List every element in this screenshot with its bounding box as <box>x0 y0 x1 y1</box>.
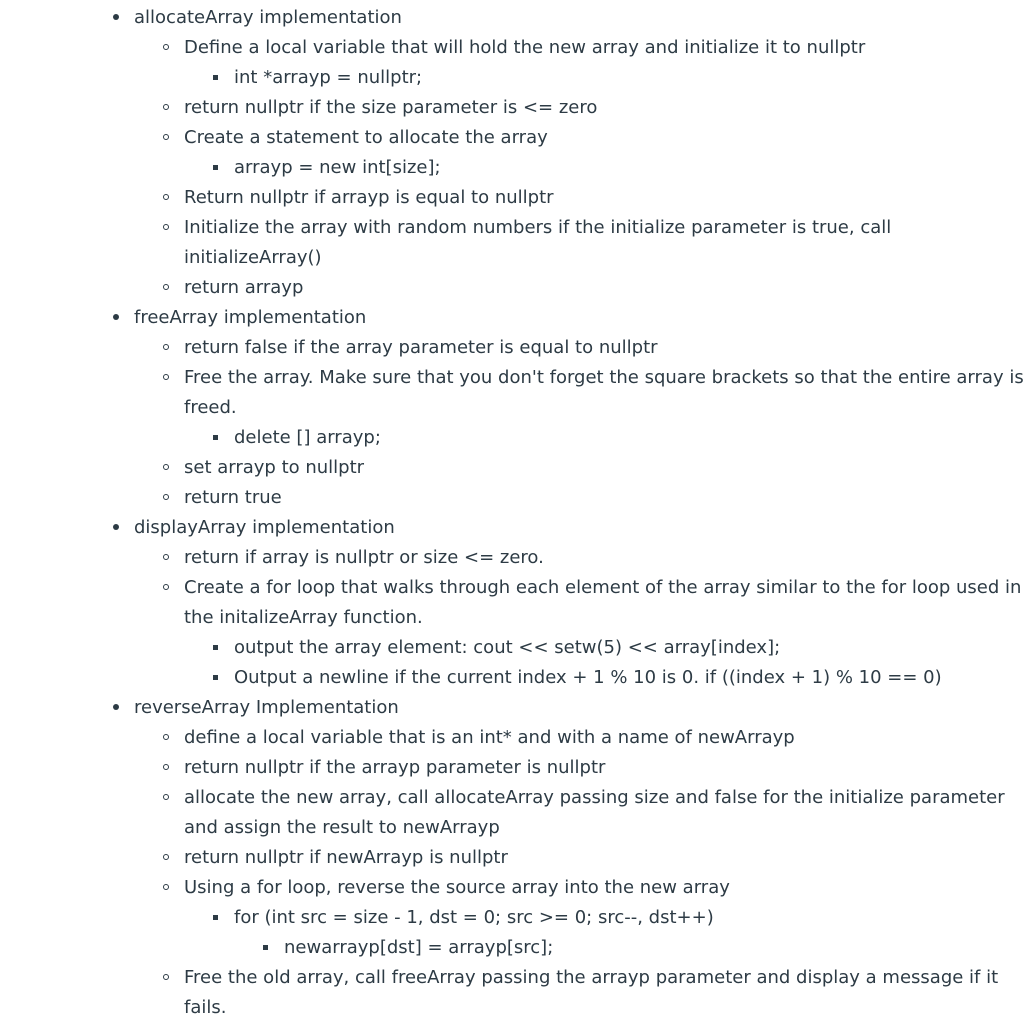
list-item <box>134 873 1024 963</box>
circle-bullet-icon <box>163 483 169 513</box>
code-item-text: delete [] arrayp; <box>234 427 381 448</box>
list-item <box>134 963 1024 1023</box>
list-item-text: set arrayp to nullptr <box>184 457 365 478</box>
circle-bullet-icon <box>163 123 169 153</box>
square-bullet-icon <box>213 153 218 183</box>
circle-bullet-icon <box>163 543 169 573</box>
circle-bullet-icon <box>163 783 169 813</box>
list-item-text: return true <box>184 487 282 508</box>
disc-bullet-icon <box>113 513 119 543</box>
circle-bullet-icon <box>163 273 169 303</box>
list-item-text: define a local variable that is an int* and with a name of newArrayp <box>184 727 795 748</box>
list-item <box>134 273 1024 303</box>
list-item-text: Initialize the array with random numbers if the initialize parameter is true, call initializeArray() <box>184 217 892 268</box>
list-item <box>134 753 1024 783</box>
list-item <box>134 843 1024 873</box>
list-item-text: Free the array. Make sure that you don't forget the square brackets so that the entire array is freed. <box>184 367 1024 418</box>
list-item <box>134 183 1024 213</box>
circle-bullet-icon <box>163 453 169 483</box>
code-item <box>184 423 1024 453</box>
list-item-text: Create a statement to allocate the array <box>184 127 548 148</box>
list-item <box>134 363 1024 453</box>
list-item-text: Using a for loop, reverse the source array into the new array <box>184 877 730 898</box>
circle-bullet-icon <box>163 723 169 753</box>
code-item-text: int *arrayp = nullptr; <box>234 67 423 88</box>
list-item <box>134 483 1024 513</box>
list-item <box>134 783 1024 843</box>
code-item <box>234 933 1024 963</box>
square-bullet-icon <box>213 63 218 93</box>
list-item <box>134 723 1024 753</box>
section-title: allocateArray implementation <box>134 7 402 28</box>
list-item <box>134 453 1024 483</box>
code-item <box>184 663 1024 693</box>
list-item-text: Create a for loop that walks through each element of the array similar to the for loop used in the initalizeArray function. <box>184 577 1022 628</box>
disc-bullet-icon <box>113 3 119 33</box>
section-display-array <box>0 513 1024 693</box>
disc-bullet-icon <box>113 693 119 723</box>
code-item-text: arrayp = new int[size]; <box>234 157 441 178</box>
list-item-text: allocate the new array, call allocateArray passing size and false for the initialize parameter and assign the result to newArrayp <box>184 787 1005 838</box>
list-item <box>134 33 1024 93</box>
list-item <box>134 573 1024 693</box>
code-item <box>184 153 1024 183</box>
list-item-text: return nullptr if the size parameter is <= zero <box>184 97 598 118</box>
circle-bullet-icon <box>163 333 169 363</box>
list-item-text: Return nullptr if arrayp is equal to nullptr <box>184 187 554 208</box>
code-item <box>184 633 1024 663</box>
section-title: displayArray implementation <box>134 517 395 538</box>
list-item-text: return nullptr if newArrayp is nullptr <box>184 847 508 868</box>
circle-bullet-icon <box>163 213 169 243</box>
section-allocate-array <box>0 3 1024 303</box>
circle-bullet-icon <box>163 753 169 783</box>
code-item-text: output the array element: cout << setw(5) << array[index]; <box>234 637 781 658</box>
code-item-text: Output a newline if the current index + 1 % 10 is 0. if ((index + 1) % 10 == 0) <box>234 667 942 688</box>
circle-bullet-icon <box>163 33 169 63</box>
section-title: reverseArray Implementation <box>134 697 399 718</box>
disc-bullet-icon <box>113 303 119 333</box>
list-item-text: Define a local variable that will hold the new array and initialize it to nullptr <box>184 37 866 58</box>
square-bullet-icon <box>213 423 218 453</box>
code-item <box>184 63 1024 93</box>
list-item <box>134 93 1024 123</box>
list-item-text: return false if the array parameter is equal to nullptr <box>184 337 658 358</box>
list-item-text: return arrayp <box>184 277 304 298</box>
code-item-text: newarrayp[dst] = arrayp[src]; <box>284 937 554 958</box>
list-item <box>134 333 1024 363</box>
circle-bullet-icon <box>163 93 169 123</box>
square-bullet-icon <box>263 933 268 963</box>
circle-bullet-icon <box>163 843 169 873</box>
circle-bullet-icon <box>163 573 169 603</box>
list-item <box>134 123 1024 183</box>
section-reverse-array <box>0 693 1024 1023</box>
list-item <box>134 543 1024 573</box>
list-item <box>134 213 1024 273</box>
code-item-text: for (int src = size - 1, dst = 0; src >= 0; src--, dst++) <box>234 907 714 928</box>
section-free-array <box>0 303 1024 513</box>
circle-bullet-icon <box>163 963 169 993</box>
section-title: freeArray implementation <box>134 307 367 328</box>
list-item-text: Free the old array, call freeArray passing the arrayp parameter and display a message if it fails. <box>184 967 999 1018</box>
square-bullet-icon <box>213 633 218 663</box>
list-item-text: return nullptr if the arrayp parameter is nullptr <box>184 757 606 778</box>
square-bullet-icon <box>213 663 218 693</box>
square-bullet-icon <box>213 903 218 933</box>
list-item-text: return if array is nullptr or size <= zero. <box>184 547 544 568</box>
code-item <box>184 903 1024 963</box>
circle-bullet-icon <box>163 183 169 213</box>
circle-bullet-icon <box>163 873 169 903</box>
circle-bullet-icon <box>163 363 169 393</box>
